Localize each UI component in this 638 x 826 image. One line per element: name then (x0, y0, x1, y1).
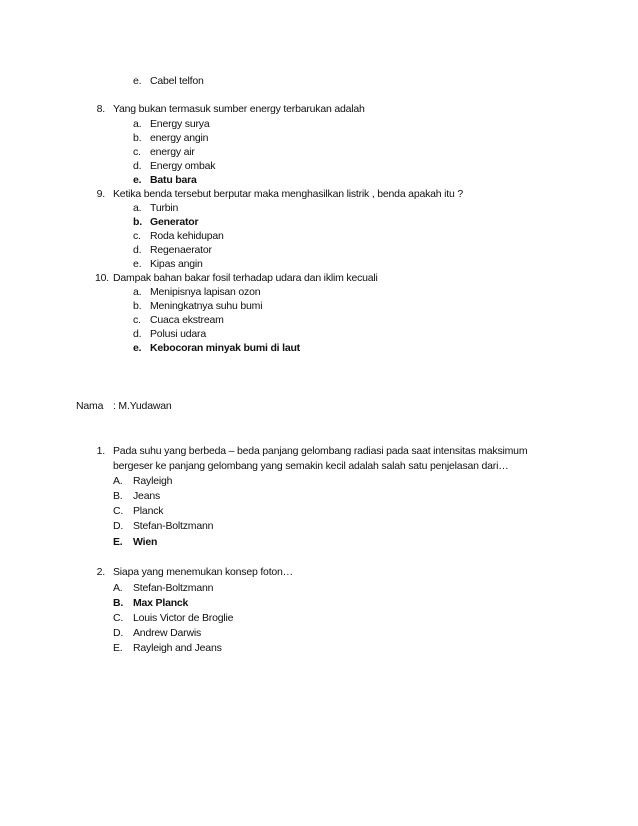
option-text: Cuaca ekstream (150, 314, 224, 326)
option-text: Roda kehidupan (150, 230, 224, 242)
question-text: Siapa yang menemukan konsep foton… (113, 566, 293, 578)
option-letter: E. (113, 642, 123, 654)
name-label: Nama (76, 400, 104, 412)
option-letter-answer: b. (133, 216, 142, 228)
option-text: Energy ombak (150, 160, 216, 172)
option-text: Andrew Darwis (133, 627, 202, 639)
option-letter: b. (133, 132, 142, 144)
question-number: 2. (96, 566, 105, 578)
option-text: Regenaerator (150, 244, 212, 256)
question-text: Pada suhu yang berbeda – beda panjang gelombang radiasi pada saat intensitas maksimum (113, 445, 528, 457)
option-text: Menipisnya lapisan ozon (150, 286, 261, 298)
option-text: Stefan-Boltzmann (133, 520, 214, 532)
option-letter: a. (133, 118, 142, 130)
question-number: 1. (96, 445, 105, 457)
option-letter-answer: e. (133, 174, 142, 186)
option-text: Rayleigh and Jeans (133, 642, 222, 654)
option-letter: d. (133, 328, 142, 340)
option-letter: a. (133, 202, 142, 214)
option-text-answer: Batu bara (150, 174, 197, 186)
option-letter: A. (113, 475, 123, 487)
question-number: 9. (96, 188, 105, 200)
option-text: Polusi udara (150, 328, 206, 340)
option-letter: c. (133, 146, 141, 158)
option-letter: c. (133, 314, 141, 326)
option-letter: c. (133, 230, 141, 242)
option-letter: e. (133, 75, 142, 87)
option-letter: e. (133, 258, 142, 270)
option-text-answer: Wien (133, 536, 158, 548)
question-text: Ketika benda tersebut berputar maka menghasilkan listrik , benda apakah itu ? (113, 188, 463, 200)
option-letter: C. (113, 612, 124, 624)
option-letter: C. (113, 505, 124, 517)
option-text: Planck (133, 505, 164, 517)
option-letter: a. (133, 286, 142, 298)
option-letter: D. (113, 520, 124, 532)
option-text: Meningkatnya suhu bumi (150, 300, 263, 312)
option-letter: A. (113, 582, 123, 594)
option-letter: B. (113, 490, 123, 502)
option-letter-answer: B. (113, 597, 124, 609)
option-letter-answer: e. (133, 342, 142, 354)
option-text: Rayleigh (133, 475, 173, 487)
option-text: Kipas angin (150, 258, 203, 270)
question-text: Dampak bahan bakar fosil terhadap udara dan iklim kecuali (113, 272, 378, 284)
option-letter: d. (133, 244, 142, 256)
option-text: energy air (150, 146, 195, 158)
question-text: Yang bukan termasuk sumber energy terbarukan adalah (113, 103, 365, 115)
question-number: 10. (95, 272, 109, 284)
option-letter: D. (113, 627, 124, 639)
option-text: Turbin (150, 202, 179, 214)
option-letter-answer: E. (113, 536, 123, 548)
option-text-answer: Generator (150, 216, 199, 228)
option-text: Cabel telfon (150, 75, 204, 87)
option-text: Energy surya (150, 118, 210, 130)
option-text: Jeans (133, 490, 161, 502)
name-value: : M.Yudawan (113, 400, 172, 412)
question-number: 8. (96, 103, 105, 115)
option-text-answer: Max Planck (133, 597, 189, 609)
option-text: energy angin (150, 132, 209, 144)
option-text-answer: Kebocoran minyak bumi di laut (150, 342, 300, 354)
option-letter: d. (133, 160, 142, 172)
option-letter: b. (133, 300, 142, 312)
option-text: Louis Victor de Broglie (133, 612, 234, 624)
question-text-continued: bergeser ke panjang gelombang yang semakin kecil adalah salah satu penjelasan dari… (113, 460, 509, 472)
option-text: Stefan-Boltzmann (133, 582, 214, 594)
